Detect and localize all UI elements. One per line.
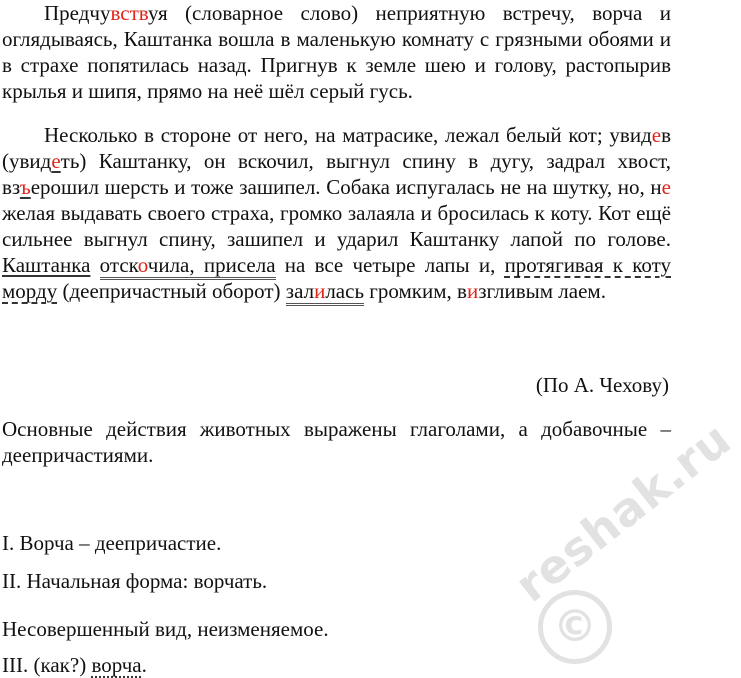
highlighted-letter: о: [137, 253, 148, 277]
attribution: (По А. Чехову): [535, 373, 669, 397]
analysis-line-1: I. Ворча – деепричастие.: [2, 531, 222, 555]
text-run: чила, присела: [147, 253, 276, 277]
text-run: III. (как?): [2, 653, 92, 677]
text-run: в (увид: [2, 123, 671, 173]
copyright-icon: ©: [538, 590, 612, 664]
adverbial-phrase-underlined: протягивая к коту морду: [2, 253, 671, 303]
watermark-text: reshak.ru: [505, 411, 741, 613]
gerund-underlined: ворча: [91, 653, 142, 677]
highlighted-letter: е: [651, 123, 662, 147]
text-run: уя (словарное слово) неприятную встречу, ворча и оглядываясь, Каштанка вошла в маленькую комнату с грязными обоями и в страхе попятилась назад. Пригнув к земле шею и голову, растопырив крылья и шипя, прямо на неё шёл серый гусь.: [2, 1, 671, 103]
subject-underlined: Каштанка: [2, 253, 91, 277]
paragraph-2: [2, 122, 671, 304]
highlighted-letter: ъ: [19, 175, 31, 199]
highlighted-letter: е: [51, 149, 61, 173]
text-run: громким, в: [364, 279, 467, 303]
text-run: згливым лаем.: [478, 279, 606, 303]
text-run: .: [141, 653, 147, 677]
text-run: [90, 253, 99, 277]
highlighted-letter: е: [661, 175, 671, 199]
text-run: на все четыре лапы и,: [275, 253, 505, 277]
text-run: (деепричастный оборот): [57, 279, 286, 303]
text-run: ть) Каштанку, он вскочил, выгнул спину в дугу, задрал хвост, вз: [2, 149, 671, 199]
text-run: лась: [325, 279, 365, 303]
predicate-underlined: [100, 253, 276, 280]
predicate-underlined: [286, 279, 364, 306]
text-run: отск: [99, 253, 138, 277]
paragraph-3: Основные действия животных выражены глаголами, а добавочные – деепричастиями.: [2, 417, 671, 467]
text-run: ерошил шерсть и тоже зашипел. Собака испугалась не на шутку, но, н: [30, 175, 662, 199]
highlighted-letter: и: [466, 279, 479, 303]
text-run: Несколько в стороне от него, на матрасике, лежал белый кот; увид: [44, 123, 652, 147]
text-run: Предчу: [44, 1, 111, 25]
highlighted-letter: и: [314, 279, 326, 303]
highlighted-letters: вств: [110, 1, 148, 25]
text-run: зал: [285, 279, 315, 303]
text-run: желая выдавать своего страха, громко залаяла и бросилась к коту. Кот ещё сильнее выгнул спину, зашипел и ударил Каштанку лапой по голове.: [2, 201, 671, 251]
paragraph-1: [2, 0, 671, 104]
analysis-line-2: II. Начальная форма: ворчать.: [2, 569, 268, 593]
analysis-line-3: Несовершенный вид, неизменяемое.: [2, 617, 329, 641]
analysis-line-4: [2, 652, 147, 678]
